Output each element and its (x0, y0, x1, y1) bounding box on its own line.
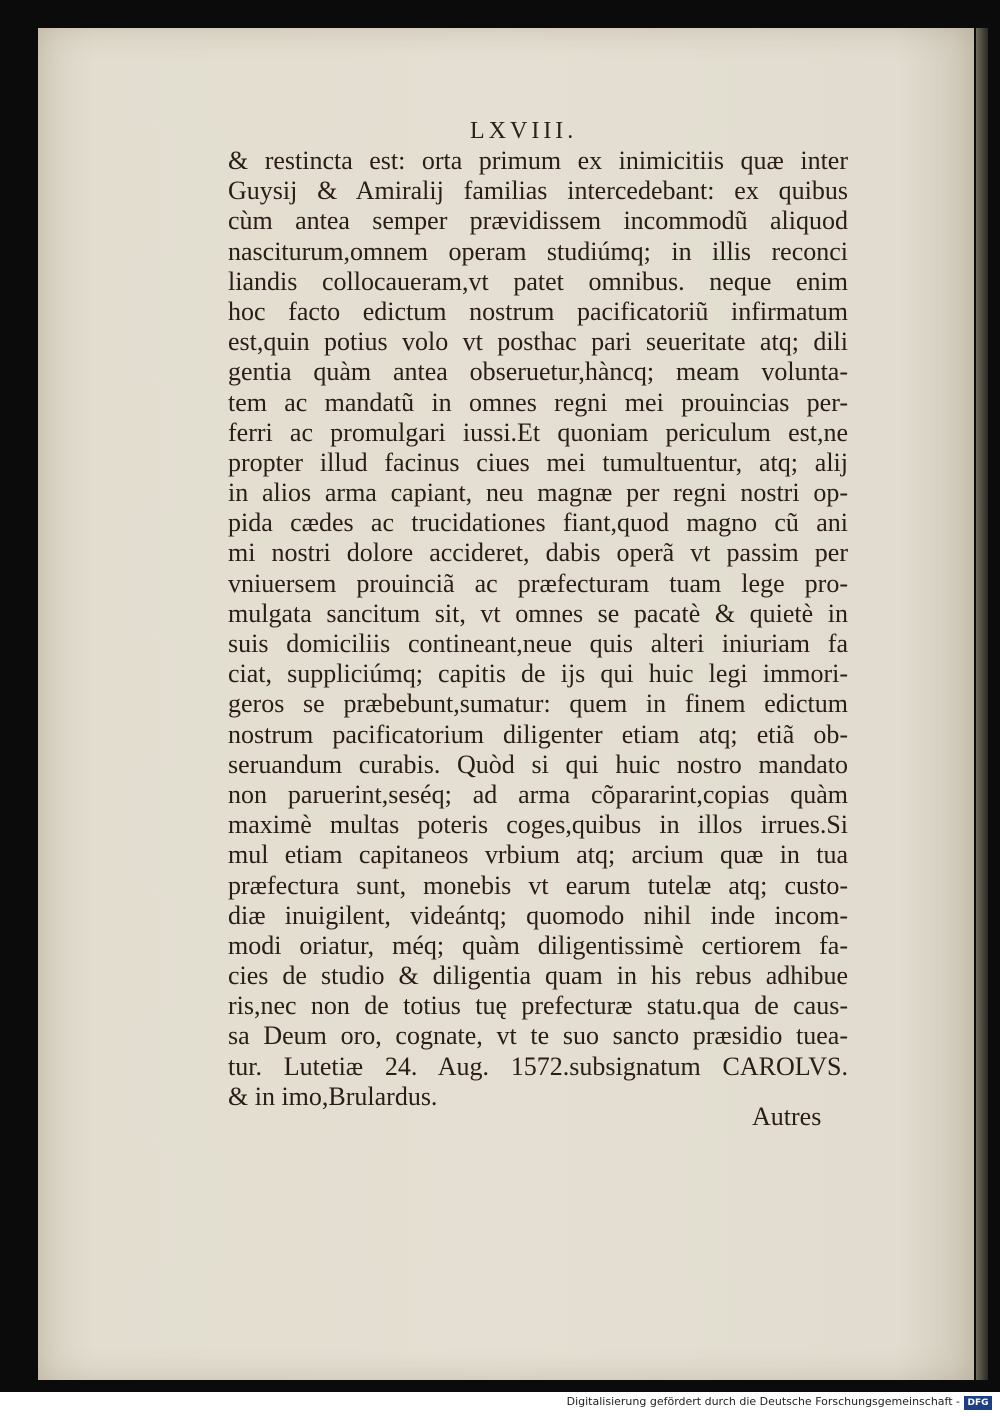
text-line: non paruerint,seséq; ad arma cõpararint,copias quàm (228, 779, 848, 809)
text-line: ciat, suppliciúmq; capitis de ijs qui huic legi immori- (228, 659, 848, 689)
folio-number: LXVIII. (470, 118, 578, 144)
text-line: diæ inuigilent, videántq; quomodo nihil inde incom- (228, 900, 848, 930)
footer-bar (0, 1392, 1000, 1416)
text-line: & in imo,Brulardus. (228, 1081, 438, 1111)
text-line: Guysij & Amiralij familias intercedebant: ex quibus (228, 176, 848, 206)
dfg-logo: DFG (964, 1396, 992, 1410)
text-line: pida cædes ac trucidationes fiant,quod magno cũ ani (228, 508, 848, 538)
text-line: hoc facto edictum nostrum pacificatoriũ infirmatum (228, 296, 848, 326)
text-line: geros se præbebunt,sumatur: quem in finem edictum (228, 689, 848, 719)
text-line: gentia quàm antea obseruetur,hàncq; meam volunta- (228, 357, 848, 387)
text-line: tur. Lutetiæ 24. Aug. 1572.subsignatum CAROLVS. (228, 1051, 848, 1081)
catchword: Autres (752, 1102, 822, 1131)
text-line: nasciturum,omnem operam studiúmq; in illis reconci (228, 236, 848, 266)
text-line: seruandum curabis. Quòd si qui huic nostro mandato (228, 749, 848, 779)
text-line: cies de studio & diligentia quam in his rebus adhibue (228, 961, 848, 991)
page-edge (976, 28, 988, 1380)
text-line: & restincta est: orta primum ex inimicitiis quæ inter (228, 146, 848, 175)
text-line: suis domiciliis contineant,neue quis alteri iniuriam fa (228, 629, 848, 658)
text-line: propter illud facinus ciues mei tumultuentur, atq; alij (228, 447, 848, 477)
funding-credit: Digitalisierung gefördert durch die Deutsche Forschungsgemeinschaft - (566, 1395, 960, 1408)
text-line: vniuersem prouinciã ac præfecturam tuam lege pro- (228, 568, 848, 598)
text-line: nostrum pacificatorium diligenter etiam atq; etiã ob- (228, 719, 848, 749)
text-line: maximè multas poteris coges,quibus in illos irrues.Si (228, 810, 848, 840)
text-line: tem ac mandatũ in omnes regni mei prouincias per- (228, 387, 848, 417)
text-line: præfectura sunt, monebis vt earum tutelæ atq; custo- (228, 870, 848, 900)
text-line: modi oriatur, méq; quàm diligentissimè certiorem fa- (228, 930, 848, 960)
text-line: est,quin potius volo vt posthac pari seueritate atq; dili (228, 327, 848, 357)
text-line: cùm antea semper prævidissem incommodũ aliquod (228, 206, 848, 236)
text-line: ris,nec non de totius tuę prefecturæ statu.qua de caus- (228, 991, 848, 1021)
text-line: mul etiam capitaneos vrbium atq; arcium quæ in tua (228, 840, 848, 870)
text-line: in alios arma capiant, neu magnæ per regni nostri op- (228, 478, 848, 508)
text-line: mulgata sancitum sit, vt omnes se pacatè & quietè in (228, 598, 848, 628)
text-line: ferri ac promulgari iussi.Et quoniam periculum est,ne (228, 417, 848, 447)
text-line: mi nostri dolore accideret, dabis operã vt passim per (228, 538, 848, 568)
text-line: sa Deum oro, cognate, vt te suo sancto præsidio tuea- (228, 1021, 848, 1051)
body-text (228, 146, 848, 1112)
text-line: liandis collocaueram,vt patet omnibus. neque enim (228, 266, 848, 296)
